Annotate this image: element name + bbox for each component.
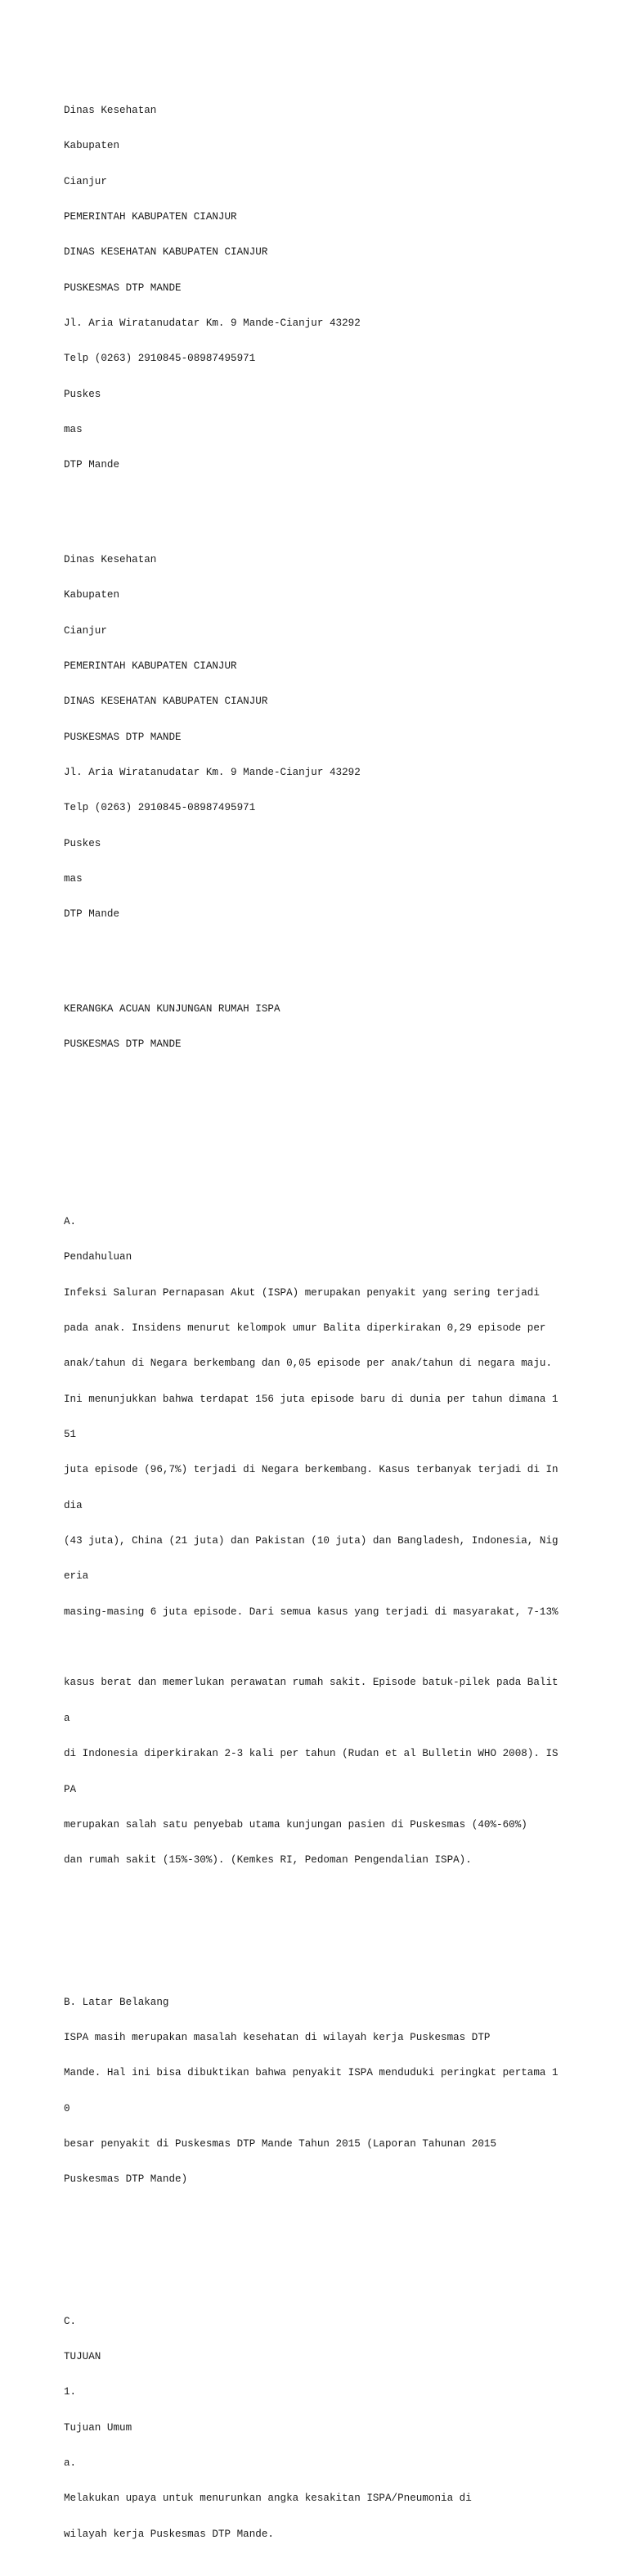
paragraph-line: dan rumah sakit (15%-30%). (Kemkes RI, Pedoman Pengendalian ISPA).	[64, 1854, 472, 1867]
spacer	[64, 2245, 603, 2256]
paragraph-line: kasus berat dan memerlukan perawatan rumah sakit. Episode batuk-pilek pada Balit	[64, 1677, 558, 1689]
paragraph-line: 0	[64, 2102, 70, 2114]
paragraph-line: ISPA masih merupakan masalah kesehatan di wilayah kerja Puskesmas DTP	[64, 2031, 491, 2043]
logo-caption-line: Puskes	[64, 837, 101, 849]
paragraph-line: Puskesmas DTP Mande)	[64, 2173, 188, 2186]
paragraph-line: Infeksi Saluran Pernapasan Akut (ISPA) merupakan penyakit yang sering terjadi	[64, 1286, 540, 1299]
paragraph-line: Mande. Hal ini bisa dibuktikan bahwa penyakit ISPA menduduki peringkat pertama 1	[64, 2067, 558, 2079]
document-title	[64, 980, 603, 1074]
spacer	[64, 1925, 603, 1937]
paragraph-line: besar penyakit di Puskesmas DTP Mande Tahun 2015 (Laporan Tahunan 2015	[64, 2137, 497, 2150]
clinic-name-line: PUSKESMAS DTP MANDE	[64, 731, 182, 743]
document-subtitle-line: PUSKESMAS DTP MANDE	[64, 1038, 182, 1051]
section-introduction	[64, 1192, 603, 1889]
letterhead-block-2	[64, 530, 603, 944]
agency-name-line: Dinas Kesehatan	[64, 104, 157, 116]
logo-caption-line: mas	[64, 872, 83, 885]
agency-name-line: Cianjur	[64, 175, 107, 187]
government-name-line: PEMERINTAH KABUPATEN CIANJUR	[64, 210, 237, 223]
government-name-line: PEMERINTAH KABUPATEN CIANJUR	[64, 660, 237, 672]
item-letter: a.	[64, 2457, 77, 2470]
department-name-line: DINAS KESEHATAN KABUPATEN CIANJUR	[64, 696, 268, 708]
phone-line: Telp (0263) 2910845-08987495971	[64, 353, 256, 365]
department-name-line: DINAS KESEHATAN KABUPATEN CIANJUR	[64, 246, 268, 259]
paragraph-line: anak/tahun di Negara berkembang dan 0,05 episode per anak/tahun di negara maju.	[64, 1358, 553, 1370]
section-objectives	[64, 2292, 603, 2564]
paragraph-line: masing-masing 6 juta episode. Dari semua kasus yang terjadi di masyarakat, 7-13%	[64, 1605, 558, 1618]
section-heading: Pendahuluan	[64, 1251, 132, 1263]
paragraph-line: eria	[64, 1570, 89, 1583]
section-background	[64, 1973, 603, 2209]
paragraph-line: PA	[64, 1783, 77, 1795]
paragraph-line: pada anak. Insidens menurut kelompok umur Balita diperkirakan 0,29 episode per	[64, 1322, 546, 1335]
spacer	[64, 1110, 603, 1121]
phone-line: Telp (0263) 2910845-08987495971	[64, 802, 256, 814]
spacer	[64, 1145, 603, 1156]
paragraph-line: wilayah kerja Puskesmas DTP Mande.	[64, 2528, 274, 2540]
document-body	[64, 57, 603, 2576]
paragraph-line: a	[64, 1712, 70, 1724]
paragraph-line: di Indonesia diperkirakan 2-3 kali per tahun (Rudan et al Bulletin WHO 2008). IS	[64, 1748, 558, 1760]
section-letter: C.	[64, 2315, 77, 2327]
paragraph-line: juta episode (96,7%) terjadi di Negara berkembang. Kasus terbanyak terjadi di In	[64, 1464, 558, 1476]
section-heading: B. Latar Belakang	[64, 1996, 169, 2008]
agency-name-line: Cianjur	[64, 624, 107, 637]
letterhead-block-1	[64, 81, 603, 495]
paragraph-line: 51	[64, 1429, 77, 1441]
logo-caption-line: DTP Mande	[64, 459, 120, 471]
section-heading: TUJUAN	[64, 2351, 101, 2363]
paragraph-line: (43 juta), China (21 juta) dan Pakistan (10 juta) dan Bangladesh, Indonesia, Nig	[64, 1535, 558, 1547]
paragraph-line: Ini menunjukkan bahwa terdapat 156 juta episode baru di dunia per tahun dimana 1	[64, 1393, 558, 1405]
address-line: Jl. Aria Wiratanudatar Km. 9 Mande-Cianjur 43292	[64, 766, 361, 778]
subsection-heading: Tujuan Umum	[64, 2421, 132, 2434]
agency-name-line: Kabupaten	[64, 589, 120, 601]
document-title-line: KERANGKA ACUAN KUNJUNGAN RUMAH ISPA	[64, 1002, 280, 1015]
subsection-number: 1.	[64, 2386, 77, 2398]
clinic-name-line: PUSKESMAS DTP MANDE	[64, 281, 182, 294]
logo-caption-line: Puskes	[64, 388, 101, 400]
logo-caption-line: mas	[64, 423, 83, 435]
paragraph-line: merupakan salah satu penyebab utama kunjungan pasien di Puskesmas (40%-60%)	[64, 1818, 527, 1831]
spacer	[64, 1642, 603, 1653]
paragraph-line: dia	[64, 1499, 83, 1511]
logo-caption-line: DTP Mande	[64, 908, 120, 921]
agency-name-line: Kabupaten	[64, 140, 120, 152]
agency-name-line: Dinas Kesehatan	[64, 553, 157, 565]
paragraph-line: Melakukan upaya untuk menurunkan angka kesakitan ISPA/Pneumonia di	[64, 2493, 472, 2505]
address-line: Jl. Aria Wiratanudatar Km. 9 Mande-Cianjur 43292	[64, 317, 361, 329]
section-letter: A.	[64, 1216, 77, 1227]
